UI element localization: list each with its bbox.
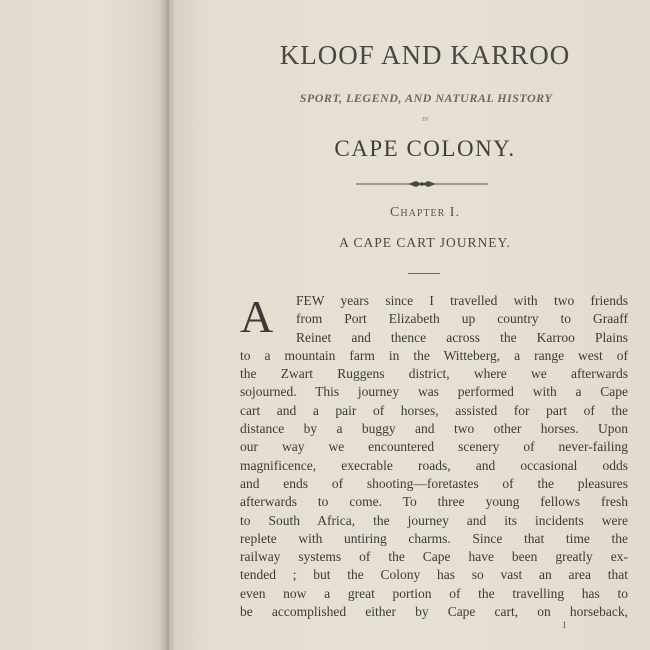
body-paragraph <box>240 292 628 621</box>
body-line: Reinet and thence across the Karroo Plains <box>296 329 628 345</box>
body-line: sojourned. This journey was performed with a Cape <box>240 384 628 400</box>
body-line: cart and a pair of horses, assisted for part of the <box>240 402 628 418</box>
body-line: our way we encountered scenery of never-failing <box>240 439 628 455</box>
body-line: distance by a buggy and two other horses. Upon <box>240 421 628 437</box>
body-line: the Zwart Ruggens district, where we afterwards <box>240 366 628 382</box>
book-title: KLOOF AND KARROO <box>279 40 571 70</box>
left-page <box>0 0 168 650</box>
book-subtitle-connector: IN <box>422 117 428 123</box>
body-line: be accomplished either by Cape cart, on horseback, <box>240 604 628 620</box>
book-subtitle: SPORT, LEGEND, AND NATURAL HISTORY <box>299 91 553 105</box>
body-line: and ends of shooting—foretastes of the pleasures <box>240 475 628 491</box>
chapter-label: Chapter I. <box>390 205 460 220</box>
body-line: replete with untiring charms. Since that time the <box>240 530 628 546</box>
chapter-rule <box>408 273 440 274</box>
body-line: to a mountain farm in the Witteberg, a range west of <box>240 347 628 363</box>
body-line: from Port Elizabeth up country to Graaff <box>296 311 628 327</box>
body-line: magnificence, execrable roads, and occasional odds <box>240 457 628 473</box>
drop-cap: A <box>240 291 274 342</box>
body-line: even now a great portion of the travelling has to <box>240 585 628 601</box>
book-place: CAPE COLONY. <box>334 136 516 161</box>
chapter-title: A CAPE CART JOURNEY. <box>339 235 511 250</box>
body-line: tended ; but the Colony has so vast an area that <box>240 567 628 583</box>
body-line: to South Africa, the journey and its incidents were <box>240 512 628 528</box>
body-line: afterwards to come. To three young fellows fresh <box>240 494 628 510</box>
page-number: 1 <box>562 620 567 630</box>
body-line: FEW years since I travelled with two friends <box>296 293 628 308</box>
ornament-divider <box>356 178 488 190</box>
body-line: railway systems of the Cape have been greatly ex- <box>240 549 628 565</box>
gutter-crease <box>167 0 169 650</box>
